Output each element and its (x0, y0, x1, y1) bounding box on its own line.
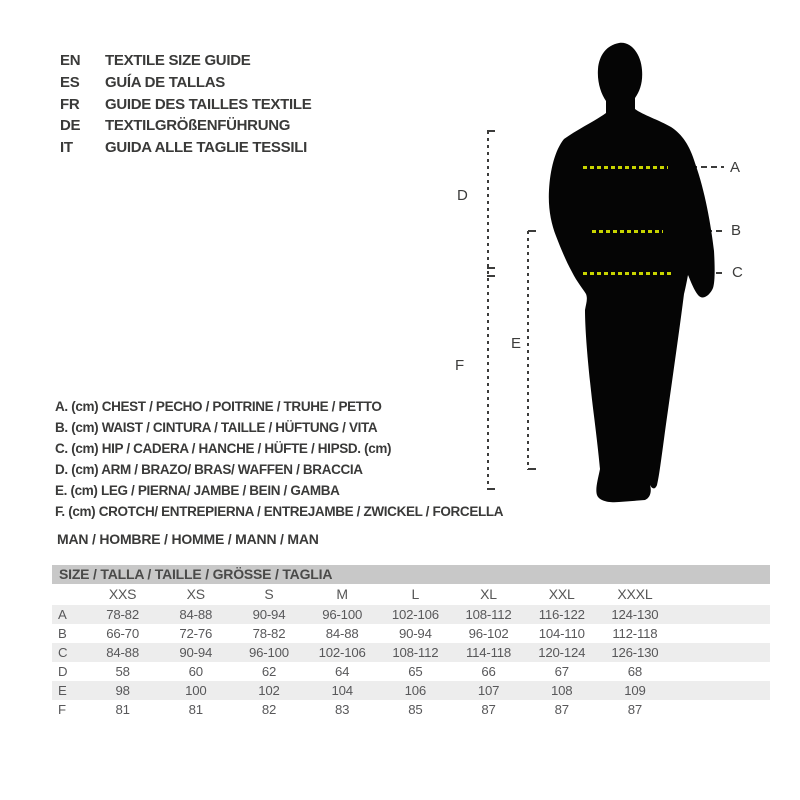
table-header-bar: SIZE / TALLA / TAILLE / GRÖSSE / TAGLIA (52, 565, 770, 584)
table-cell: 58 (115, 664, 130, 679)
language-title: TEXTILE SIZE GUIDE (105, 52, 251, 70)
table-column-header-row (52, 584, 770, 605)
table-row (52, 605, 770, 624)
filler-cell (672, 605, 771, 624)
filler-cell (672, 584, 771, 605)
table-cell: 112-118 (612, 626, 658, 641)
filler-cell (672, 681, 771, 700)
column-header: XXXL (617, 586, 653, 602)
measure-tick (487, 488, 495, 490)
row-label: D (58, 664, 68, 679)
table-row (52, 662, 770, 681)
table-cell: 65 (408, 664, 423, 679)
language-title: TEXTILGRÖßENFÜHRUNG (105, 117, 291, 135)
table-cell: 66 (481, 664, 496, 679)
filler-cell (672, 700, 771, 719)
row-label: A (58, 607, 67, 622)
column-header: XL (480, 586, 497, 602)
marker-leg: E (511, 335, 522, 352)
language-code: EN (60, 52, 81, 70)
language-code: DE (60, 117, 81, 135)
table-cell: 96-100 (249, 645, 289, 660)
language-row (60, 93, 311, 115)
table-cell: 116-122 (538, 607, 585, 622)
marker-arm: D (457, 187, 468, 204)
table-body (52, 605, 770, 719)
table-cell: 84-88 (325, 626, 359, 641)
table-cell: 96-102 (468, 626, 509, 641)
table-cell: 84-88 (179, 607, 213, 622)
table-cell: 126-130 (611, 645, 659, 660)
table-cell: 62 (261, 664, 277, 679)
row-label: B (58, 626, 67, 641)
column-header: L (411, 586, 420, 602)
table-cell: 120-124 (538, 645, 586, 660)
size-table (52, 565, 770, 719)
table-cell: 108 (551, 683, 573, 698)
language-row (60, 137, 311, 159)
column-header: M (336, 586, 348, 602)
row-label: E (58, 683, 67, 698)
measure-tick (487, 130, 495, 132)
language-code: ES (60, 74, 80, 92)
marker-hip: C (732, 264, 743, 281)
measure-tick (487, 267, 495, 269)
table-cell: 66-70 (106, 626, 139, 641)
table-cell: 109 (624, 683, 646, 698)
row-label: F (58, 702, 66, 717)
table-cell: 72-76 (179, 626, 213, 641)
table-row (52, 643, 770, 662)
table-cell: 78-82 (106, 607, 139, 622)
table-cell: 87 (627, 702, 643, 717)
column-header: XXS (108, 586, 137, 602)
language-title: GUIDA ALLE TAGLIE TESSILI (105, 139, 307, 157)
table-cell: 100 (185, 683, 207, 698)
table-cell: 124-130 (611, 607, 659, 622)
table-cell: 102 (258, 683, 280, 698)
language-title: GUÍA DE TALLAS (105, 74, 225, 92)
table-cell: 104 (331, 683, 353, 698)
language-code: FR (60, 95, 80, 113)
measure-tick (487, 275, 495, 277)
filler-cell (672, 624, 771, 643)
category-line: MAN / HOMBRE / HOMME / MANN / MAN (57, 531, 319, 547)
table-cell: 90-94 (398, 626, 432, 641)
legend-line: E. (cm) LEG / PIERNA/ JAMBE / BEIN / GAMBA (55, 483, 340, 498)
table-cell: 98 (115, 683, 130, 698)
table-cell: 106 (404, 683, 427, 698)
table-cell: 102-106 (318, 645, 366, 660)
table-cell: 84-88 (106, 645, 139, 660)
language-code: IT (60, 139, 73, 157)
legend-line: F. (cm) CROTCH/ ENTREPIERNA / ENTREJAMBE / ZWICKEL / FORCELLA (55, 504, 504, 519)
table-cell: 81 (188, 702, 203, 717)
hip-dotted-line (583, 272, 674, 275)
table-cell: 104-110 (538, 626, 585, 641)
language-row (60, 50, 311, 72)
legend-line: A. (cm) CHEST / PECHO / POITRINE / TRUHE / PETTO (55, 399, 382, 414)
table-cell: 60 (188, 664, 203, 679)
table-cell: 114-118 (466, 645, 512, 660)
marker-waist: B (731, 222, 742, 239)
table-cell: 90-94 (179, 645, 213, 660)
legend-line: C. (cm) HIP / CADERA / HANCHE / HÜFTE / HIPSD. (cm) (55, 441, 392, 456)
table-cell: 85 (408, 702, 423, 717)
table-cell: 64 (335, 664, 350, 679)
table-cell: 82 (261, 702, 277, 717)
table-cell: 107 (477, 683, 500, 698)
measurement-legend (55, 399, 504, 525)
leg-measure-line (527, 231, 529, 470)
measure-tick (528, 230, 536, 232)
chest-dotted-line (583, 166, 668, 169)
table-row (52, 681, 770, 700)
column-header: XS (186, 586, 205, 602)
filler-cell (672, 643, 771, 662)
measure-tick (528, 468, 536, 470)
column-header: XXL (548, 586, 575, 602)
table-row (52, 700, 770, 719)
language-row (60, 115, 311, 137)
filler-cell (672, 662, 771, 681)
language-row (60, 72, 311, 94)
language-title-list (60, 50, 311, 158)
table-cell: 87 (554, 702, 569, 717)
table-row (52, 624, 770, 643)
language-title: GUIDE DES TAILLES TEXTILE (105, 95, 312, 113)
table-cell: 96-100 (322, 607, 363, 622)
table-cell: 90-94 (252, 607, 286, 622)
marker-crotch: F (455, 357, 465, 374)
waist-dotted-line (592, 230, 663, 233)
arm-crotch-measure-line (487, 131, 489, 490)
legend-line: D. (cm) ARM / BRAZO/ BRAS/ WAFFEN / BRACCIA (55, 462, 363, 477)
table-cell: 102-106 (391, 607, 439, 622)
table-cell: 68 (627, 664, 643, 679)
column-header: S (264, 586, 274, 602)
table-cell: 87 (481, 702, 496, 717)
table-cell: 67 (554, 664, 569, 679)
table-cell: 83 (335, 702, 350, 717)
marker-chest: A (730, 159, 741, 176)
table-cell: 81 (115, 702, 130, 717)
table-cell: 108-112 (392, 645, 439, 660)
table-cell: 78-82 (252, 626, 286, 641)
filler-cell (52, 584, 86, 605)
table-cell: 108-112 (465, 607, 512, 622)
legend-line: B. (cm) WAIST / CINTURA / TAILLE / HÜFTUNG / VITA (55, 420, 378, 435)
row-label: C (58, 645, 68, 660)
